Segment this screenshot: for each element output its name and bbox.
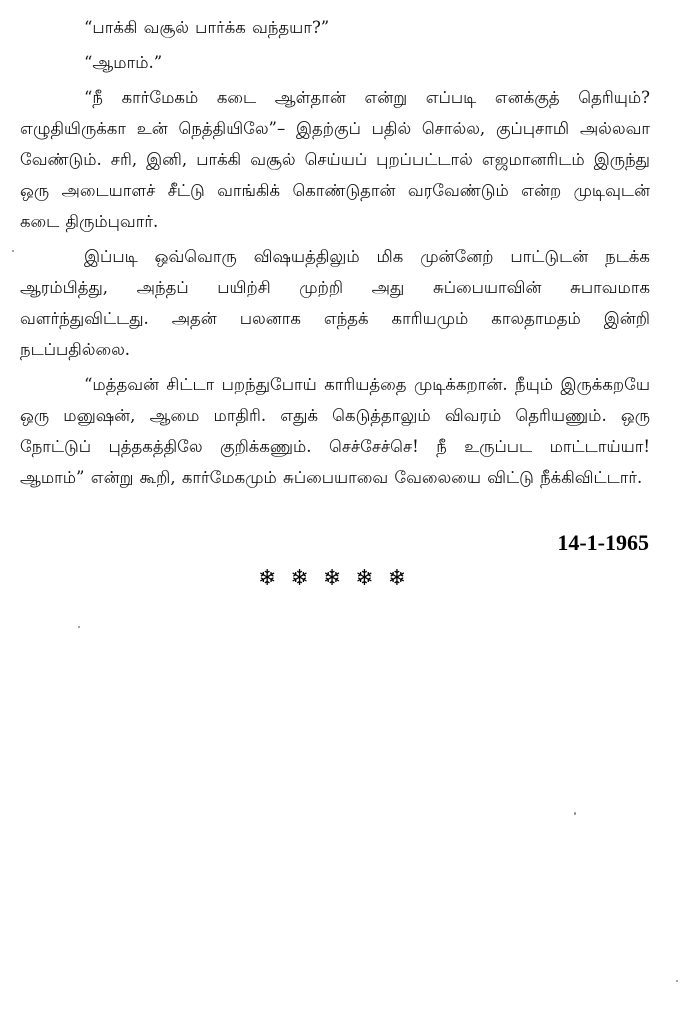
- paragraph-habit: இப்படி ஒவ்வொரு விஷயத்திலும் மிக முன்னேற் பாட்டுடன் நடக்க ஆரம்பித்து, அந்தப் பயிற்சி முற்றி அது சுப்பையாவின் சுபாவமாக வளர்ந்துவிட்டது. அதன் பலனாக எந்தக் காரியமும் காலதாமதம் இன்றி நடப்பதில்லை.: [20, 247, 650, 359]
- scan-speck: [574, 812, 576, 815]
- dialogue-answer: “ஆமாம்.”: [84, 53, 163, 72]
- story-date: 14-1-1965: [557, 530, 649, 555]
- scan-speck: [12, 250, 14, 252]
- section-separator: ❄❄❄❄❄: [258, 566, 421, 591]
- paragraph-dismissal: “மத்தவன் சிட்டா பறந்துபோய் காரியத்தை முடிக்கறான். நீயும் இருக்கறயே ஒரு மனுஷன், ஆமை மாதிரி. எதுக் கெடுத்தாலும் விவரம் தெரியணும். ஒரு நோட்டுப் புத்தகத்திலே குறிக்கணும். செச்சேச்செ! நீ உருப்பட மாட்டாய்யா! ஆமாம்” என்று கூறி, கார்மேகமும் சுப்பையாவை வேலையை விட்டு நீக்கிவிட்டார்.: [20, 375, 650, 487]
- scan-speck: [78, 626, 80, 628]
- paragraph-identity: “நீ கார்மேகம் கடை ஆள்தான் என்று எப்படி எனக்குத் தெரியும்? எழுதியிருக்கா உன் நெத்தியிலே”– இதற்குப் பதில் சொல்ல, குப்புசாமி அல்லவா வேண்டும். சரி, இனி, பாக்கி வசூல் செய்யப் புறப்பட்டால் எஜமானரிடம் இருந்து ஒரு அடையாளச் சீட்டு வாங்கிக் கொண்டுதான் வரவேண்டும் என்ற முடிவுடன் கடை திரும்புவார்.: [20, 88, 650, 231]
- scan-speck: [676, 980, 678, 982]
- story-text: [20, 12, 650, 497]
- dialogue-question: “பாக்கி வசூல் பார்க்க வந்தயா?”: [84, 18, 330, 37]
